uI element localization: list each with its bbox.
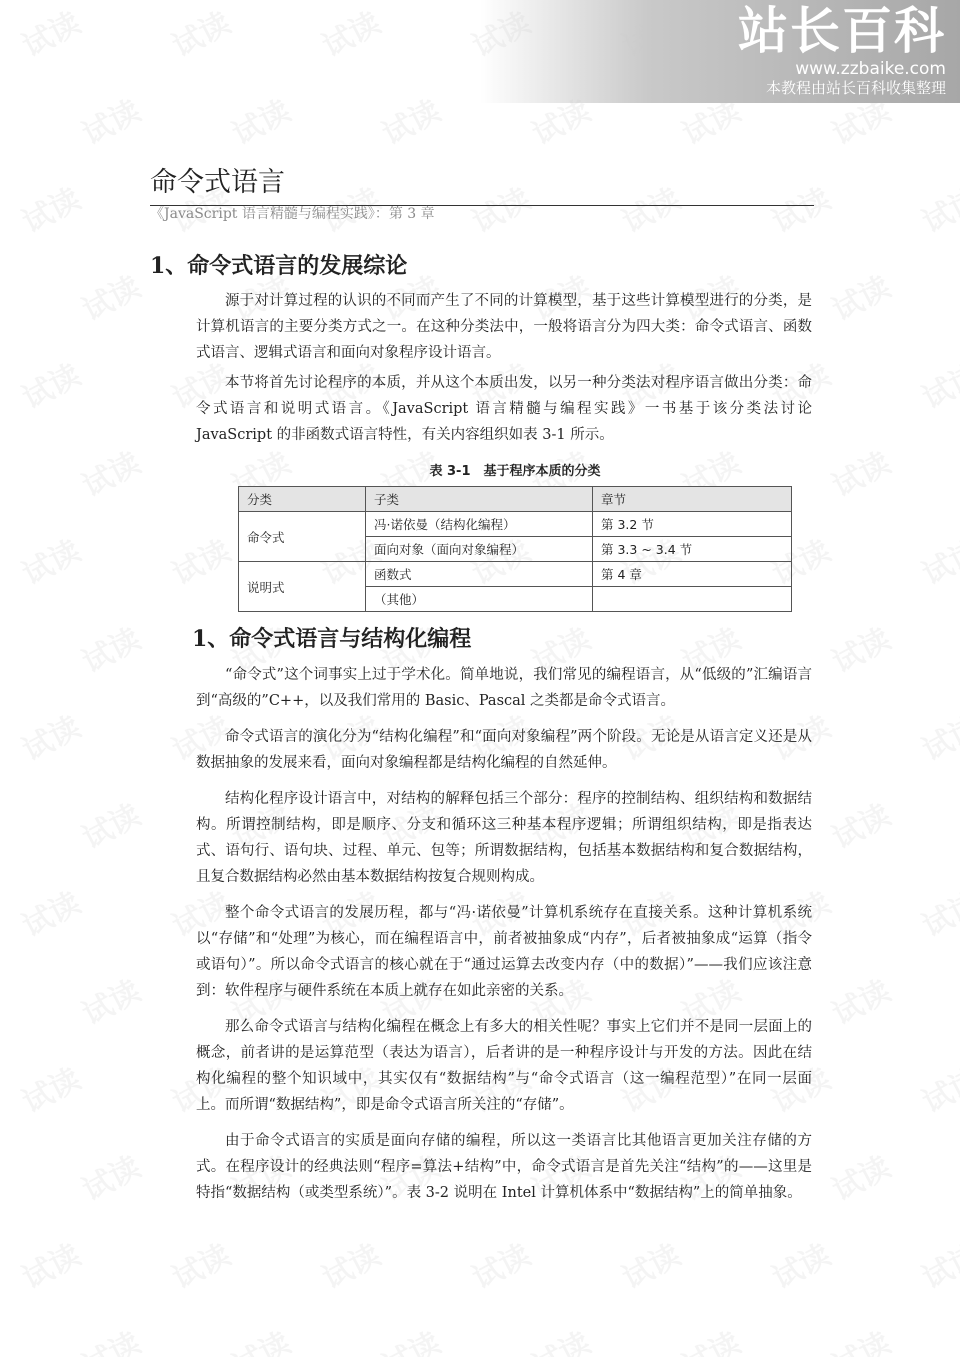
- watermark-text: [73, 1318, 147, 1357]
- section-2-paragraph-2: 命令式语言的演化分为“结构化编程”和“面向对象编程”两个阶段。无论是从语言定义还是从数据抽象的发展来看，面向对象编程都是结构化编程的自然延伸。: [196, 729, 812, 771]
- section-1-paragraph-2: 本节将首先讨论程序的本质，并从这个本质出发，以另一种分类法对程序语言做出分类：命令式语言和说明式语言。《JavaScript 语言精髓与编程实践》一书基于该分类法讨论 JavaScript 的非函数式语言特性，有关内容组织如表 3-1 所示。: [196, 375, 812, 443]
- watermark-text: [163, 1230, 237, 1297]
- section-2-paragraph-6: 由于命令式语言的实质是面向存储的编程，所以这一类语言比其他语言更加关注存储的方式。在程序设计的经典法则“程序=算法+结构”中，命令式语言是首先关注“结构”的——这里是特指“数据结构（或类型系统）”。表 3-2 说明在 Intel 计算机体系中“数据结构”上的简单抽象。: [196, 1133, 812, 1201]
- section-2-paragraph-5: 那么命令式语言与结构化编程在概念上有多大的相关性呢？事实上它们并不是同一层面上的概念，前者讲的是运算范型（表达为语言），后者讲的是一种程序设计与开发的方法。因此在结构化编程的整个知识域中，其实仅有“数据结构”与“命令式语言（这一编程范型）”在同一层面上。而所谓“数据结构”，即是命令式语言所关注的“存储”。: [196, 1019, 812, 1113]
- table-header-cell: 章节: [593, 487, 792, 512]
- watermark-text: [73, 790, 147, 857]
- watermark-text: [73, 262, 147, 329]
- watermark-text: [13, 702, 87, 769]
- watermark-text: [913, 1054, 960, 1121]
- table-cell: 面向对象（面向对象编程）: [366, 537, 593, 562]
- watermark-text: [823, 262, 897, 329]
- watermark-text: [913, 526, 960, 593]
- watermark-text: [613, 1230, 687, 1297]
- watermark-text: [913, 702, 960, 769]
- table-caption: 表 3-1 基于程序本质的分类: [429, 464, 601, 479]
- document-title: 命令式语言: [150, 160, 814, 206]
- watermark-text: [73, 438, 147, 505]
- watermark-text: [73, 966, 147, 1033]
- watermark-text: [13, 1054, 87, 1121]
- watermark-text: [163, 0, 237, 66]
- watermark-text: [373, 86, 447, 153]
- table-header-row: [239, 487, 792, 512]
- table-cell: 第 3.2 节: [593, 512, 792, 537]
- section-2-paragraph-1: “命令式”这个词事实上过于学术化。简单地说，我们常见的编程语言，从“低级的”汇编语言到“高级的”C++，以及我们常用的 Basic、Pascal 之类都是命令式语言。: [196, 667, 812, 709]
- table-cell: [593, 587, 792, 612]
- watermark-text: [913, 1230, 960, 1297]
- watermark-text: [373, 1318, 447, 1357]
- logo: [738, 2, 946, 98]
- section-1-heading: 1、命令式语言的发展综论: [150, 253, 408, 279]
- watermark-text: [223, 86, 297, 153]
- watermark-text: [163, 526, 237, 593]
- watermark-text: [913, 350, 960, 417]
- watermark-text: [13, 526, 87, 593]
- watermark-text: [13, 0, 87, 66]
- watermark-text: [13, 1230, 87, 1297]
- watermark-text: [313, 0, 387, 66]
- table-category-cell: 命令式: [239, 512, 366, 562]
- watermark-text: [823, 1142, 897, 1209]
- table-row: [239, 512, 792, 537]
- table-row: [239, 562, 792, 587]
- table-cell: 函数式: [366, 562, 593, 587]
- watermark-text: [913, 174, 960, 241]
- logo-url: www.zzbaike.com: [795, 59, 946, 79]
- watermark-text: [823, 614, 897, 681]
- logo-brand: 站长百科: [738, 2, 946, 60]
- table-cell: 第 3.3 ~ 3.4 节: [593, 537, 792, 562]
- document-subtitle: 《JavaScript 语言精髓与编程实践》：第 3 章: [150, 206, 435, 222]
- watermark-text: [73, 86, 147, 153]
- classification-table: [238, 486, 792, 612]
- watermark-text: [13, 174, 87, 241]
- section-2-paragraph-3: 结构化程序设计语言中，对结构的解释包括三个部分：程序的控制结构、组织结构和数据结构。所谓控制结构，即是顺序、分支和循环这三种基本程序逻辑；所谓组织结构，即是指表达式、语句行、语句块、过程、单元、包等；所谓数据结构，包括基本数据结构和复合数据结构，且复合数据结构必然由基本数据结构按复合规则构成。: [196, 791, 812, 885]
- watermark-text: [763, 1230, 837, 1297]
- watermark-text: [913, 878, 960, 945]
- watermark-text: [523, 1318, 597, 1357]
- section-1-paragraph-1: 源于对计算过程的认识的不同而产生了不同的计算模型，基于这些计算模型进行的分类，是计算机语言的主要分类方式之一。在这种分类法中，一般将语言分为四大类：命令式语言、函数式语言、逻辑式语言和面向对象程序设计语言。: [196, 293, 812, 361]
- table-category-cell: 说明式: [239, 562, 366, 612]
- watermark-text: [673, 1318, 747, 1357]
- watermark-text: [223, 1318, 297, 1357]
- watermark-text: [13, 878, 87, 945]
- watermark-text: [823, 790, 897, 857]
- table-header-cell: 分类: [239, 487, 366, 512]
- section-2-paragraph-4: 整个命令式语言的发展历程，都与“冯·诺依曼”计算机系统存在直接关系。这种计算机系统以“存储”和“处理”为核心，而在编程语言中，前者被抽象成“内存”，后者被抽象成“运算（指令或语句）”。所以命令式语言的核心就在于“通过运算去改变内存（中的数据）”——我们应该注意到：软件程序与硬件系统在本质上就存在如此亲密的关系。: [196, 905, 812, 999]
- table-header-cell: 子类: [366, 487, 593, 512]
- table-cell: 第 4 章: [593, 562, 792, 587]
- watermark-text: [73, 614, 147, 681]
- watermark-text: [313, 1230, 387, 1297]
- logo-banner: [480, 0, 960, 103]
- table-cell: 冯·诺依曼（结构化编程）: [366, 512, 593, 537]
- watermark-text: [823, 1318, 897, 1357]
- logo-note: 本教程由站长百科收集整理: [765, 79, 946, 97]
- watermark-text: [823, 438, 897, 505]
- watermark-text: [13, 350, 87, 417]
- table-cell: （其他）: [366, 587, 593, 612]
- watermark-text: [463, 1230, 537, 1297]
- watermark-text: [73, 1142, 147, 1209]
- section-2-heading: 1、命令式语言与结构化编程: [192, 626, 472, 652]
- watermark-text: [823, 966, 897, 1033]
